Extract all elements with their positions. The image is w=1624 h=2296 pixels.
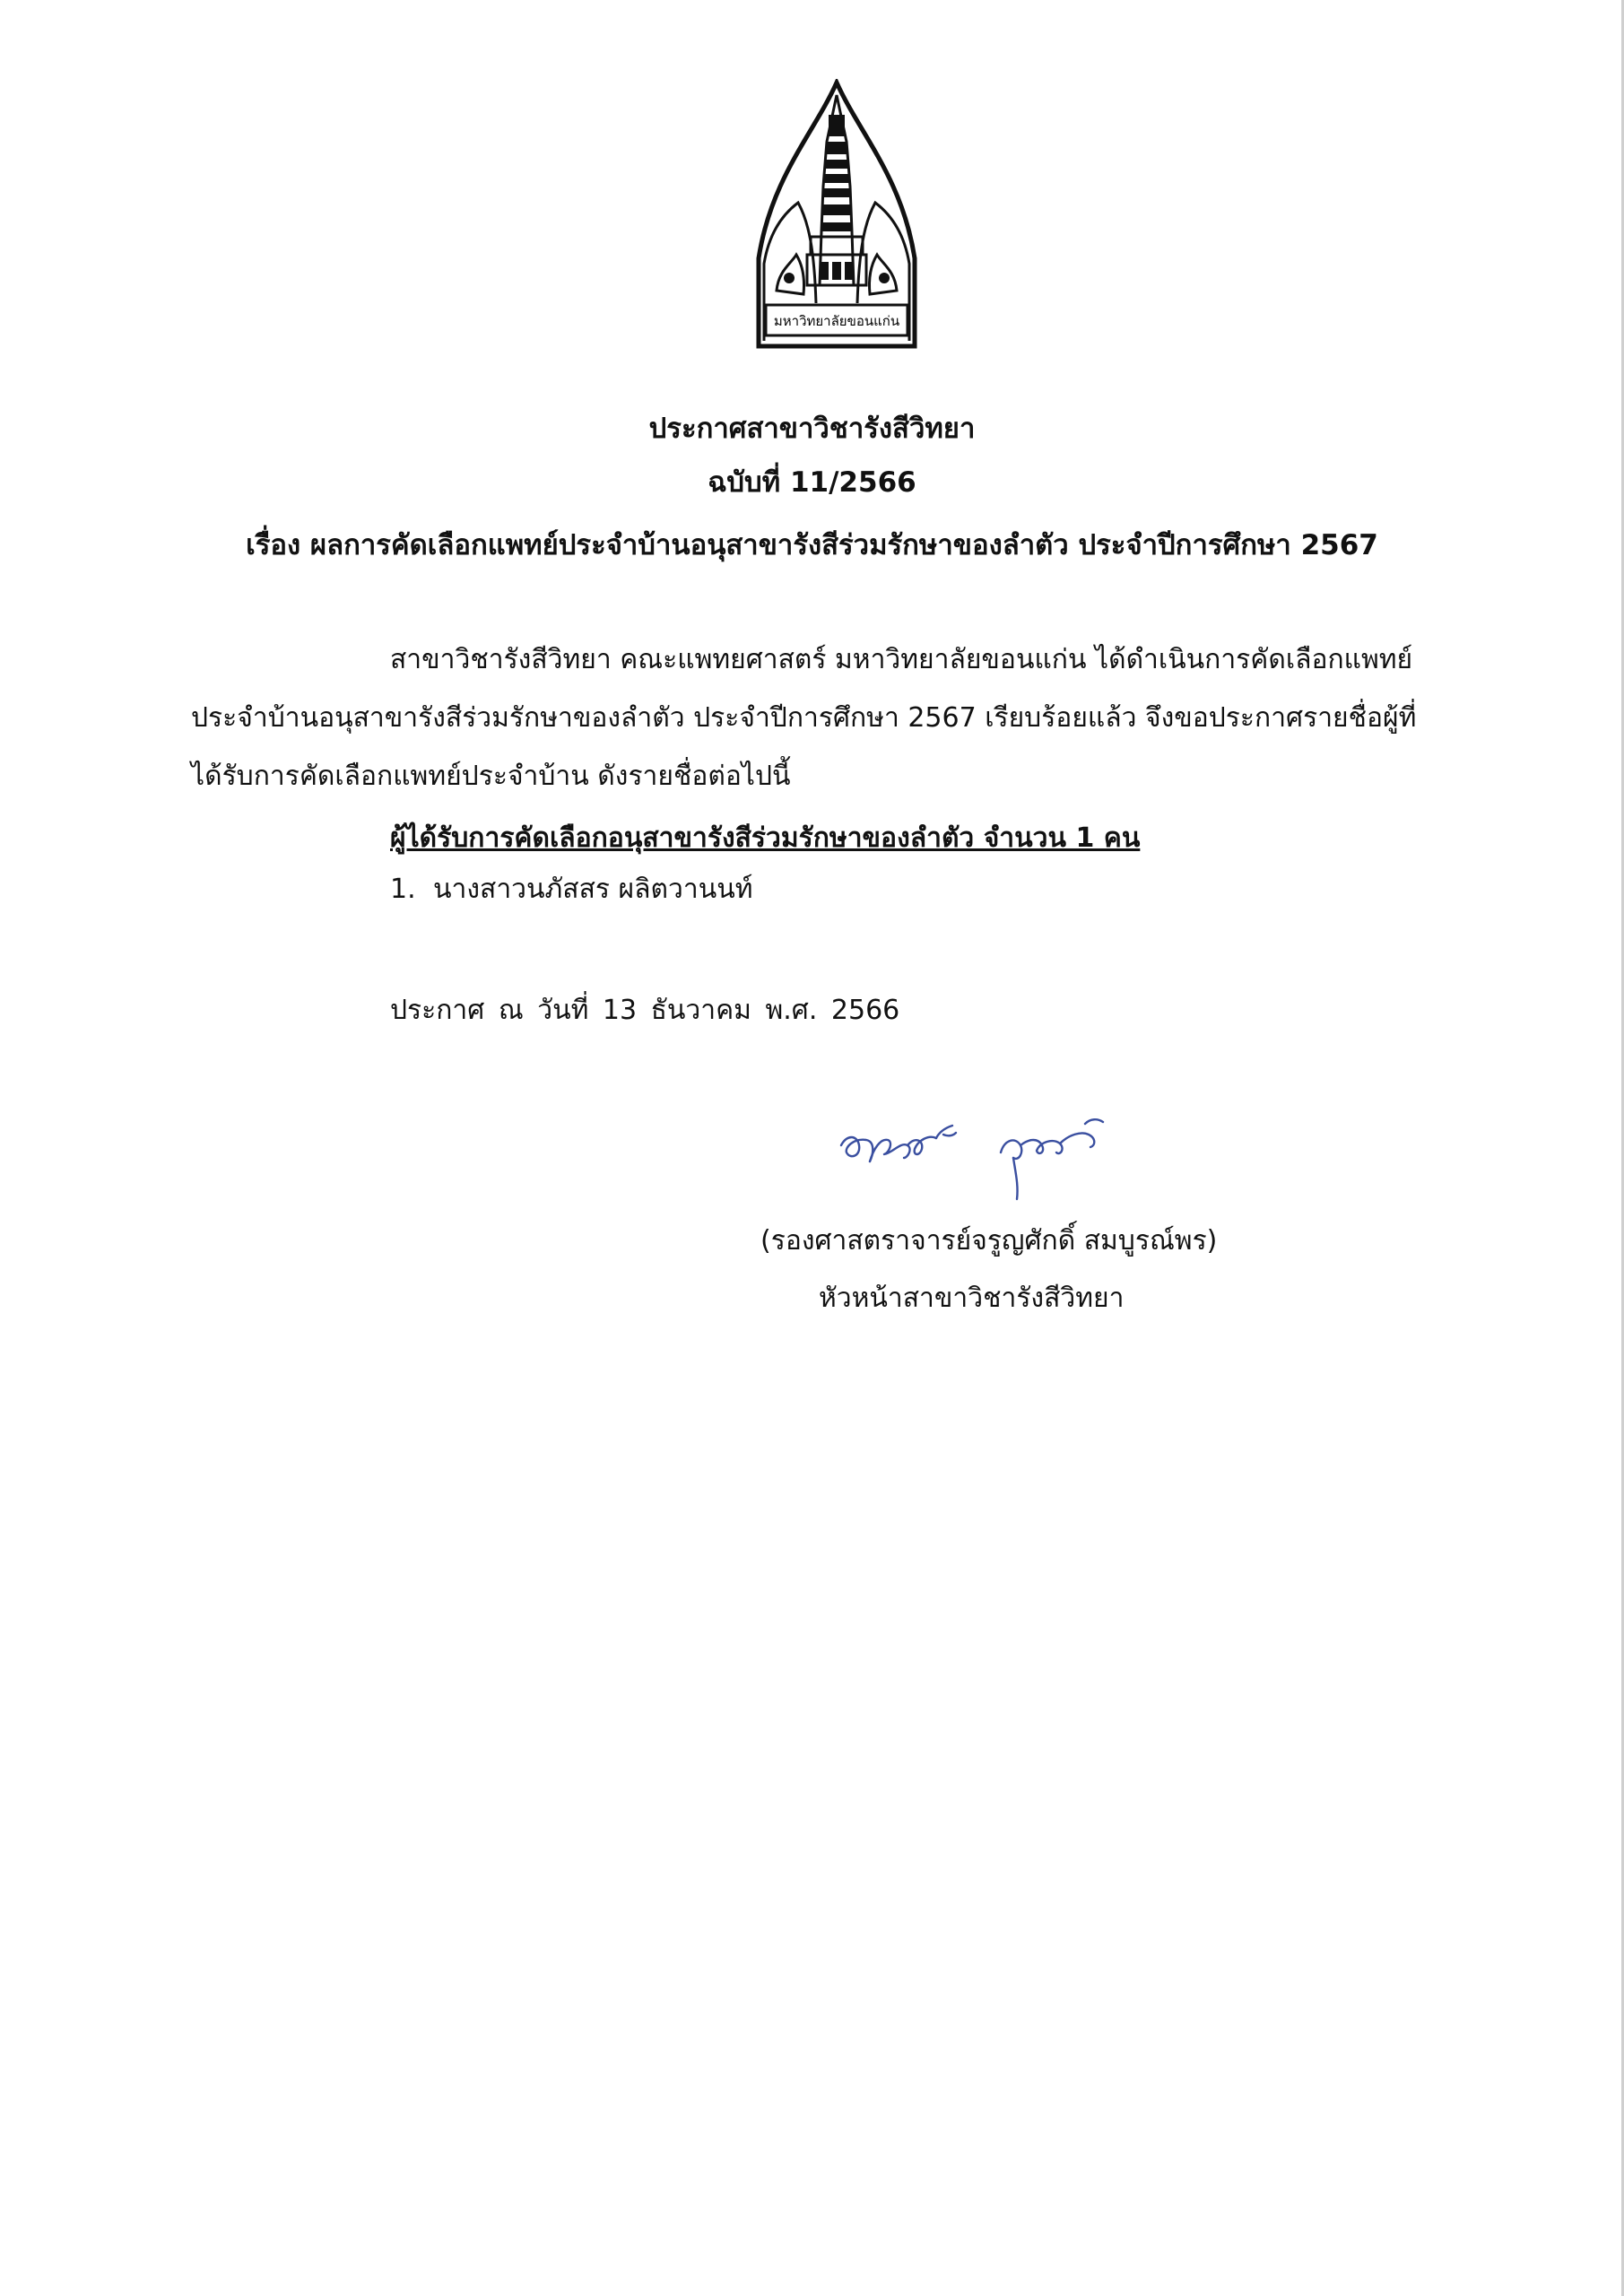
selected-list-heading: ผู้ได้รับการคัดเลือกอนุสาขารังสีร่วมรักษาของลำตัว จำนวน 1 คน	[390, 822, 1141, 854]
announcement-issue-number: ฉบับที่ 11/2566	[708, 466, 916, 499]
university-seal	[751, 79, 922, 350]
signatory-position: หัวหน้าสาขาวิชารังสีวิทยา	[819, 1283, 1125, 1314]
seal-emblem-icon	[751, 79, 922, 350]
handwritten-signature	[834, 1099, 1139, 1206]
seal-banner-text: มหาวิทยาลัยขอนแก่น	[773, 313, 900, 329]
announcement-date: ประกาศ ณ วันที่ 13 ธันวาคม พ.ศ. 2566	[390, 995, 900, 1026]
list-item	[390, 872, 752, 908]
list-item-name: นางสาวนภัสสร ผลิตวานนท์	[433, 874, 753, 905]
announcement-subject: เรื่อง ผลการคัดเลือกแพทย์ประจำบ้านอนุสาขารังสีร่วมรักษาของลำตัว ประจำปีการศึกษา 2567	[246, 529, 1378, 561]
signature-icon	[834, 1099, 1139, 1206]
list-item-number: 1.	[390, 874, 416, 905]
signatory-name: (รองศาสตราจารย์จรูญศักดิ์ สมบูรณ์พร)	[760, 1225, 1218, 1257]
body-paragraph-line-3: ได้รับการคัดเลือกแพทย์ประจำบ้าน ดังรายชื่อต่อไปนี้	[191, 761, 791, 792]
announcement-title: ประกาศสาขาวิชารังสีวิทยา	[648, 413, 976, 445]
body-paragraph-line-1: สาขาวิชารังสีวิทยา คณะแพทยศาสตร์ มหาวิทยาลัยขอนแก่น ได้ดำเนินการคัดเลือกแพทย์	[390, 644, 1413, 675]
body-paragraph-line-2: ประจำบ้านอนุสาขารังสีร่วมรักษาของลำตัว ประจำปีการศึกษา 2567 เรียบร้อยแล้ว จึงขอประกาศรายชื่อผู้ที่	[191, 702, 1417, 734]
